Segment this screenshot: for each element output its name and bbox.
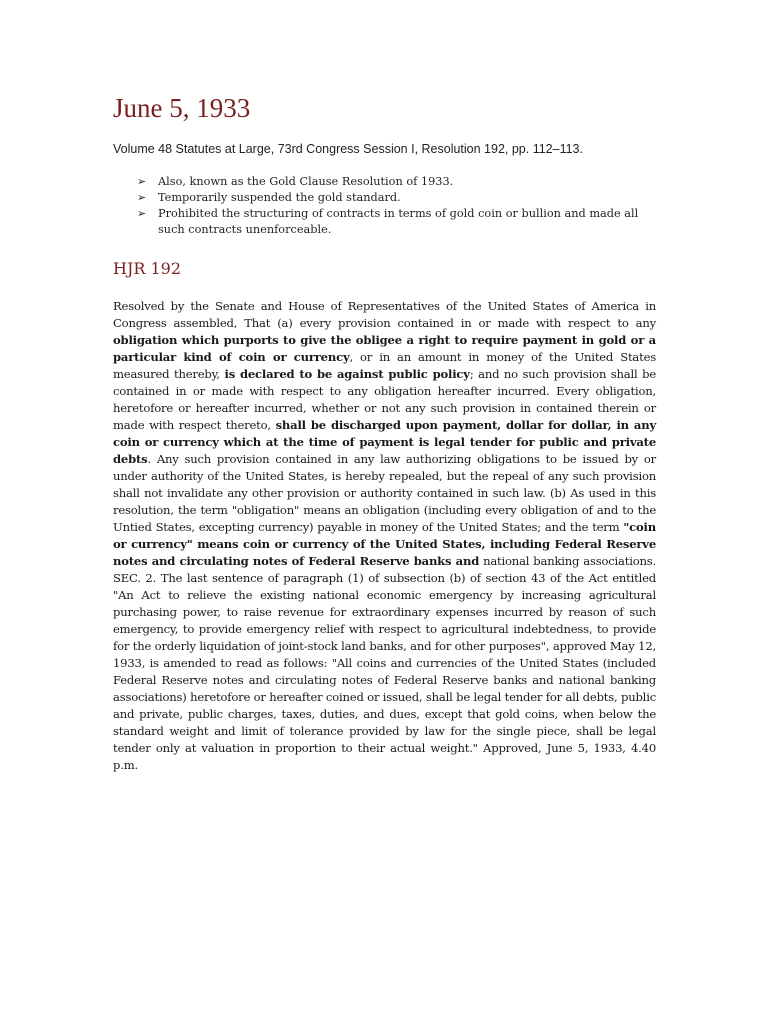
arrow-bullet-icon: ➢ bbox=[137, 191, 147, 204]
body-text-segment: ; and no such provision shall be contained in or made with respect to any obligation hereafter incurred. Every obligation, heretofore or hereafter incurred, whether or not any such provision in contained therein or made with respect thereto, bbox=[113, 367, 656, 432]
body-bold-segment: shall be discharged upon payment, dollar for dollar, in any coin or currency which at the time of payment is legal tender for public and private debts bbox=[113, 418, 656, 466]
arrow-bullet-icon: ➢ bbox=[137, 175, 147, 188]
document-page bbox=[113, 92, 656, 774]
bullet-text: Also, known as the Gold Clause Resolution of 1933. bbox=[158, 175, 454, 188]
arrow-bullet-icon: ➢ bbox=[137, 207, 147, 220]
statute-citation: Volume 48 Statutes at Large, 73rd Congress Session I, Resolution 192, pp. 112–113. bbox=[113, 142, 583, 156]
body-text-segment: , or in an amount in money of the United States measured thereby, bbox=[113, 350, 656, 381]
body-text-segment: Resolved by the Senate and House of Representatives of the United States of America in Congress assembled, That (a) every provision contained in or made with respect to any bbox=[113, 299, 656, 330]
body-bold-segment: is declared to be against public policy bbox=[224, 367, 470, 381]
page-title: June 5, 1933 bbox=[113, 93, 251, 123]
bullet-text: Temporarily suspended the gold standard. bbox=[158, 191, 401, 204]
bullet-item bbox=[113, 190, 656, 206]
summary-bullet-list bbox=[113, 174, 656, 238]
resolution-body-text bbox=[113, 298, 656, 774]
body-text-segment: national banking associations. SEC. 2. The last sentence of paragraph (1) of subsection (b) of section 43 of the Act entitled "An Act to relieve the existing national economic emergency by increasing agricultural purchasing power, to raise revenue for extraordinary expenses incurred by reason of such emergency, to provide emergency relief with respect to agricultural indebtedness, to provide for the orderly liquidation of joint-stock land banks, and for other purposes", approved May 12, 1933, is amended to read as follows: "All coins and currencies of the United States (included Federal Reserve notes and circulating notes of Federal Reserve banks and national banking associations) heretofore or hereafter coined or issued, shall be legal tender for all debts, public and private, public charges, taxes, duties, and dues, except that gold coins, when below the standard weight and limit of tolerance provided by law for the single piece, shall be legal tender only at valuation in proportion to their actual weight." Approved, June 5, 1933, 4.40 p.m. bbox=[113, 554, 656, 772]
body-text-segment: . Any such provision contained in any law authorizing obligations to be issued by or under authority of the United States, is hereby repealed, but the repeal of any such provision shall not invalidate any other provision or authority contained in such law. (b) As used in this resolution, the term "obligation" means an obligation (including every obligation of and to the Untied States, excepting currency) payable in money of the United States; and the term bbox=[113, 452, 656, 534]
bullet-item bbox=[113, 206, 656, 238]
bullet-text: Prohibited the structuring of contracts in terms of gold coin or bullion and made all such contracts unenforceable. bbox=[158, 207, 639, 236]
body-bold-segment: obligation which purports to give the obligee a right to require payment in gold or a particular kind of coin or currency bbox=[113, 333, 656, 364]
body-bold-segment: "coin or currency" means coin or currency of the United States, including Federal Reserve notes and circulating notes of Federal Reserve banks and bbox=[113, 520, 656, 568]
bullet-item bbox=[113, 174, 656, 190]
section-heading: HJR 192 bbox=[113, 259, 182, 278]
